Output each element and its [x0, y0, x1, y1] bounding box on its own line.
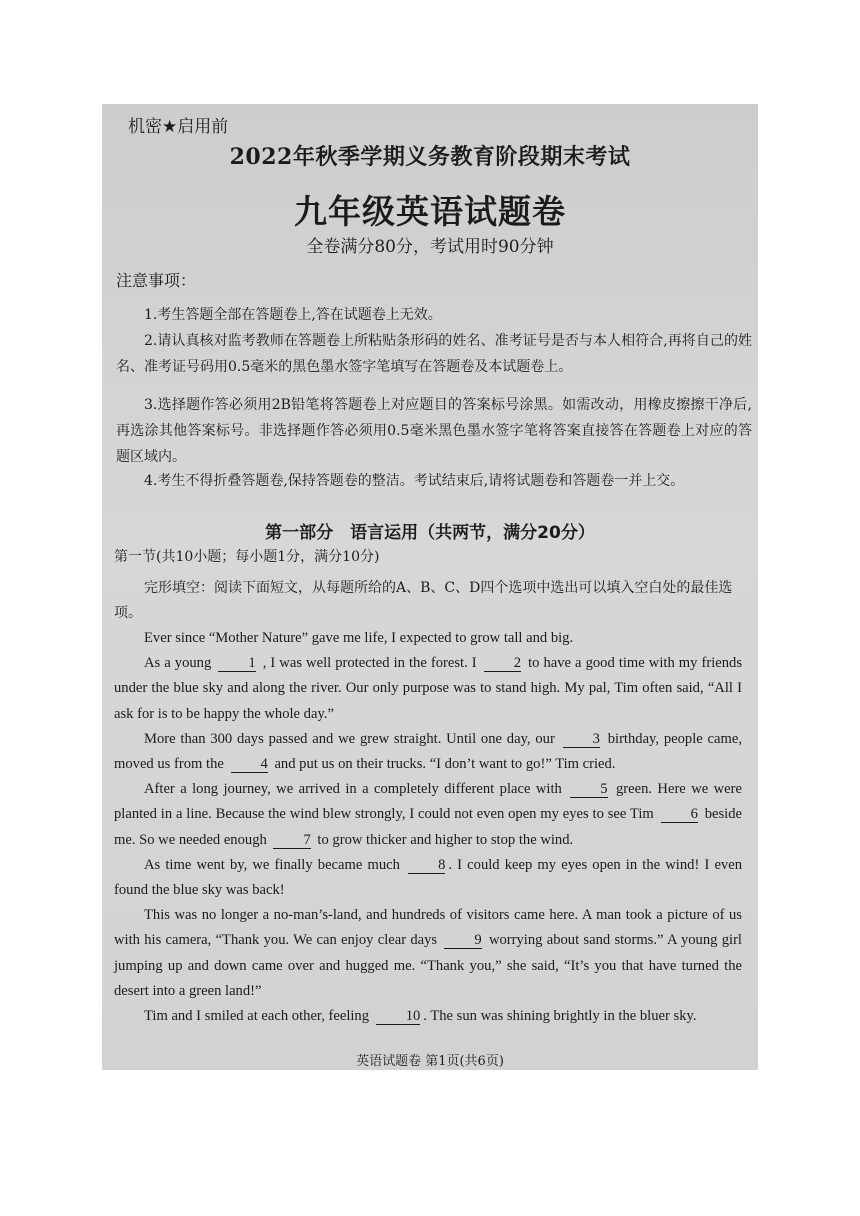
passage-text: More than 300 days passed and we grew straight. Until one day, our — [144, 730, 555, 747]
passage-text: to have a good time with my friends under the blue sky and along the river. Our only purpose was to stand high. My pal, Tim often said, “All I ask for is to be happy the whole day.” — [114, 655, 743, 722]
passage-text: As a young — [144, 655, 212, 672]
score-time-info: 全卷满分80分，考试用时90分钟 — [306, 237, 554, 257]
note-item-4: 4.考生不得折叠答题卷,保持答题卷的整洁。考试结束后,请将试题卷和答题卷一并上交。 — [144, 473, 685, 489]
blank-10: 10 — [376, 1008, 421, 1025]
passage-paragraph — [114, 626, 742, 651]
passage-paragraph — [114, 727, 742, 777]
passage-text: Tim and I smiled at each other, feeling — [144, 1008, 370, 1025]
blank-8: 8 — [408, 857, 445, 874]
confidential-mark: 机密★启用前 — [128, 117, 229, 137]
page-footer: 英语试题卷 第1页(共6页) — [356, 1054, 504, 1069]
passage-paragraph — [114, 903, 742, 1004]
blank-4: 4 — [231, 756, 268, 773]
cloze-instruction: 完形填空：阅读下面短文，从每题所给的A、B、C、D四个选项中选出可以填入空白处的最佳选项。 — [114, 580, 733, 621]
passage-text: , I was well protected in the forest. I — [262, 655, 477, 672]
passage-paragraph — [114, 651, 742, 727]
blank-7: 7 — [273, 832, 310, 849]
passage-text: beside me. So we needed enough — [114, 806, 743, 848]
blank-3: 3 — [563, 731, 600, 748]
passage-text: and put us on their trucks. “I don’t want to go!” Tim cried. — [274, 756, 616, 773]
passage-paragraph — [114, 777, 742, 853]
blank-2: 2 — [484, 655, 521, 672]
passage-text: worrying about sand storms.” A young girl jumping up and down came over and hugged me. “Thank you,” she said, “It’s you that have turned the desert into a green land!” — [114, 932, 742, 999]
cloze-passage — [114, 626, 742, 1029]
note-item-3: 3.选择题作答必须用2B铅笔将答题卷上对应题目的答案标号涂黑。如需改动，用橡皮擦擦干净后,再选涂其他答案标号。非选择题作答必须用0.5毫米黑色墨水签字笔将答案直接答在答题卷上对应的答题区域内。 — [116, 397, 752, 465]
exam-title: 2022年秋季学期义务教育阶段期末考试 — [229, 144, 631, 170]
passage-text: green. Here we were planted in a line. Because the wind blew strongly, I could not even open my eyes to see Tim — [114, 781, 742, 823]
passage-text: After a long journey, we arrived in a completely different place with — [144, 781, 562, 798]
passage-text: As time went by, we finally became much — [144, 856, 400, 873]
blank-9: 9 — [444, 932, 481, 949]
passage-text: Ever since “Mother Nature” gave me life, I expected to grow tall and big. — [144, 630, 574, 646]
passage-paragraph — [114, 1004, 742, 1029]
note-item-1: 1.考生答题全部在答题卷上,答在试题卷上无效。 — [144, 307, 442, 323]
exam-page — [102, 104, 758, 1070]
note-item-2: 2.请认真核对监考教师在答题卷上所粘贴条形码的姓名、准考证号是否与本人相符合,再将自己的姓名、准考证号码用0.5毫米的黑色墨水签字笔填写在答题卷及本试题卷上。 — [116, 333, 752, 375]
paper-title: 九年级英语试题卷 — [294, 192, 566, 231]
part-heading: 第一部分 语言运用（共两节，满分20分） — [265, 523, 595, 543]
passage-text: to grow thicker and higher to stop the wind. — [317, 831, 574, 848]
notes-heading: 注意事项： — [116, 271, 197, 290]
passage-text: . The sun was shining brightly in the bluer sky. — [423, 1008, 697, 1025]
passage-text: . I could keep my eyes open in the wind! I even found the blue sky was back! — [114, 856, 743, 899]
passage-paragraph — [114, 853, 742, 903]
passage-text: This was no longer a no-man’s-land, and hundreds of visitors came here. A man took a picture of us with his camera, “Thank you. We can enjoy clear days — [114, 907, 742, 949]
passage-text: birthday, people came, moved us from the — [114, 730, 742, 773]
section-heading: 第一节(共10小题；每小题1分，满分10分) — [114, 549, 380, 565]
blank-1: 1 — [218, 655, 255, 672]
blank-5: 5 — [570, 781, 607, 798]
blank-6: 6 — [661, 806, 698, 823]
